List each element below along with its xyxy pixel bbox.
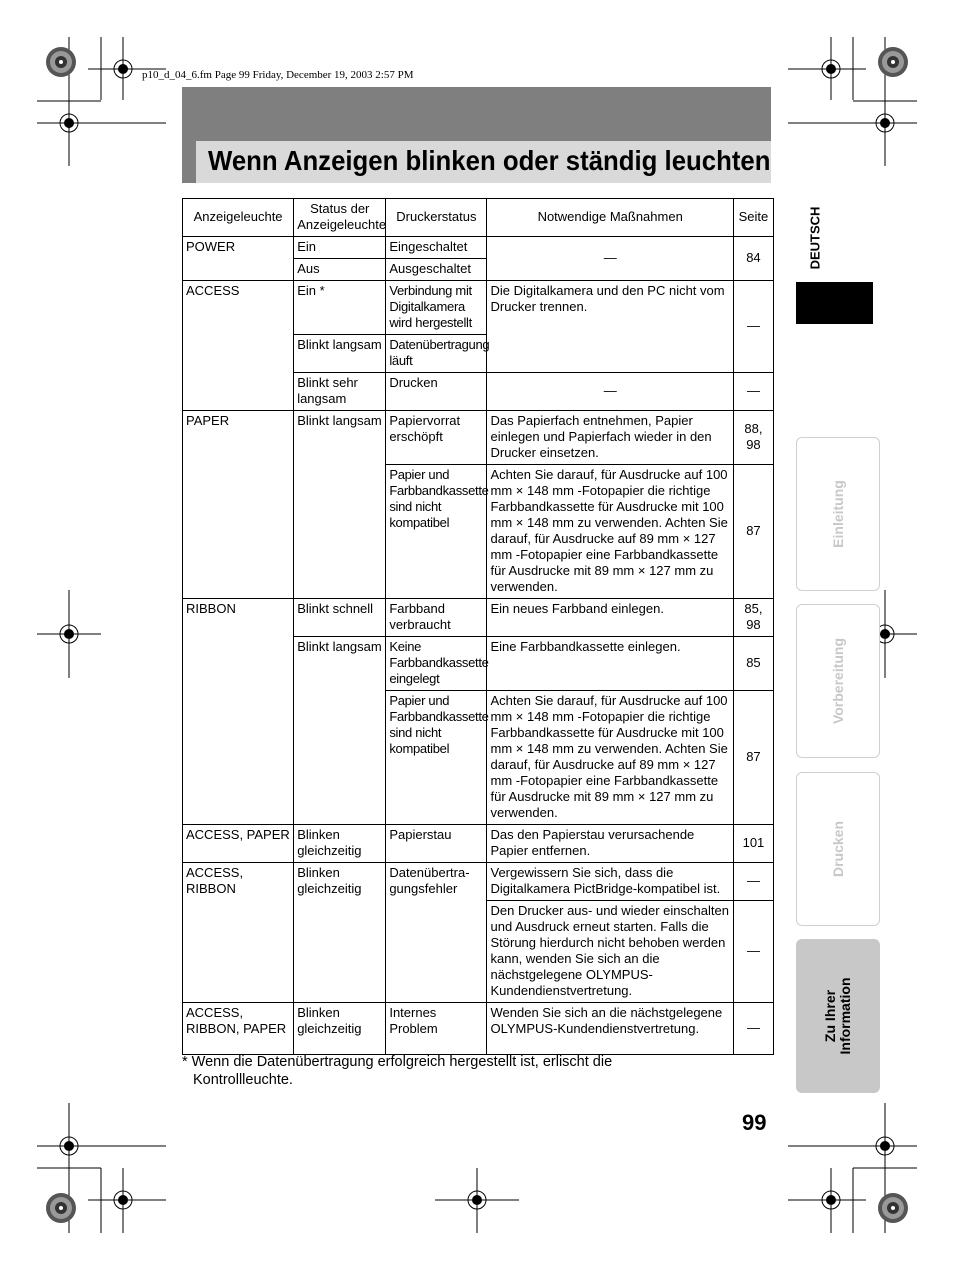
lamp-cell: POWER — [183, 237, 294, 281]
lamp-cell: RIBBON — [183, 599, 294, 825]
state-cell: Blinkt langsam — [294, 335, 386, 373]
page-number: 99 — [742, 1110, 767, 1135]
state-cell: Blinkt sehr langsam — [294, 373, 386, 411]
state-cell: Blinken gleichzeitig — [294, 1003, 386, 1055]
tab-vorbereitung[interactable] — [796, 604, 880, 758]
footnote-line: * Wenn die Datenübertragung erfolgreich hergestellt ist, erlischt die — [182, 1054, 613, 1070]
printer-status-cell: Eingeschaltet — [386, 237, 487, 259]
state-cell: Ein — [294, 237, 386, 259]
action-cell: Ein neues Farbband einlegen. — [487, 599, 733, 637]
column-header: Seite — [733, 199, 773, 237]
printer-status-cell: Internes Problem — [386, 1003, 487, 1055]
state-cell: Blinkt langsam — [294, 637, 386, 825]
page-cell: — — [733, 1003, 773, 1055]
tab-label: Zu Ihrer Information — [822, 977, 853, 1055]
page-title: Wenn Anzeigen blinken oder ständig leuchten — [208, 145, 771, 176]
status-table — [182, 198, 774, 1055]
page-cell: 85, 98 — [733, 599, 773, 637]
table-row — [183, 863, 774, 901]
printer-status-cell: Papier und Farbbandkassette sind nicht kompatibel — [386, 691, 487, 825]
lamp-cell: ACCESS — [183, 281, 294, 411]
table-row — [183, 411, 774, 465]
column-header: Status der Anzeigeleuchte — [294, 199, 386, 237]
language-label — [804, 198, 826, 278]
state-cell: Ein * — [294, 281, 386, 335]
lamp-cell: PAPER — [183, 411, 294, 599]
page-cell: 87 — [733, 465, 773, 599]
table-row — [183, 237, 774, 259]
footnote-line: Kontrollleuchte. — [193, 1072, 293, 1088]
page-cell: 84 — [733, 237, 773, 281]
action-cell: Eine Farbbandkassette einlegen. — [487, 637, 733, 691]
table-row — [183, 1003, 774, 1055]
page-cell: — — [733, 901, 773, 1003]
action-cell: Den Drucker aus- und wieder einschalten und Ausdruck erneut starten. Falls die Störung hierdurch nicht behoben werden kann, wenden Sie sich an die nächstgelegene OLYMPUS-Kundendienstvertretung. — [487, 901, 733, 1003]
lamp-cell: ACCESS, RIBBON, PAPER — [183, 1003, 294, 1055]
action-cell: Das Papierfach entnehmen, Papier einlegen und Papierfach wieder in den Drucker einsetzen. — [487, 411, 733, 465]
action-cell: Achten Sie darauf, für Ausdrucke auf 100 mm × 148 mm -Fotopapier die richtige Farbbandkassette für Ausdrucke mit 100 mm × 148 mm zu verwenden. Achten Sie darauf, für Ausdrucke auf 89 mm × 127 mm -Fotopapier eine Farbbandkassette für Ausdrucke mit 89 mm × 127 mm zu verwenden. — [487, 465, 733, 599]
printer-status-cell: Ausgeschaltet — [386, 259, 487, 281]
tab-einleitung[interactable] — [796, 437, 880, 591]
column-header: Druckerstatus — [386, 199, 487, 237]
tab-label: Drucken — [830, 820, 846, 878]
printer-status-cell: Papier und Farbbandkassette sind nicht kompatibel — [386, 465, 487, 599]
action-cell: Achten Sie darauf, für Ausdrucke auf 100 mm × 148 mm -Fotopapier die richtige Farbbandkassette für Ausdrucke mit 100 mm × 148 mm zu verwenden. Achten Sie darauf, für Ausdrucke auf 89 mm × 127 mm -Fotopapier eine Farbbandkassette für Ausdrucke mit 89 mm × 127 mm zu verwenden. — [487, 691, 733, 825]
printer-status-cell: Keine Farbbandkassette eingelegt — [386, 637, 487, 691]
state-cell: Blinkt schnell — [294, 599, 386, 637]
page-cell: — — [733, 863, 773, 901]
column-header: Anzeigeleuchte — [183, 199, 294, 237]
action-cell: — — [487, 237, 733, 281]
page-cell: 101 — [733, 825, 773, 863]
action-cell: — — [487, 373, 733, 411]
tab-zu-ihrer-information[interactable] — [796, 939, 880, 1093]
page-cell: 88, 98 — [733, 411, 773, 465]
lamp-cell: ACCESS, RIBBON — [183, 863, 294, 1003]
printer-status-cell: Papierstau — [386, 825, 487, 863]
table-row — [183, 599, 774, 637]
file-info: p10_d_04_6.fm Page 99 Friday, December 19, 2003 2:57 PM — [142, 69, 414, 81]
lamp-cell: ACCESS, PAPER — [183, 825, 294, 863]
state-cell: Aus — [294, 259, 386, 281]
state-cell: Blinkt langsam — [294, 411, 386, 599]
table-row — [183, 281, 774, 335]
table-row — [183, 825, 774, 863]
printer-status-cell: Papiervorrat erschöpft — [386, 411, 487, 465]
language-marker — [796, 282, 873, 324]
tab-label: Vorbereitung — [830, 637, 846, 725]
table-header-row — [183, 199, 774, 237]
printer-status-cell: Verbindung mit Digitalkamera wird hergestellt — [386, 281, 487, 335]
printer-status-cell: Datenübertragung läuft — [386, 335, 487, 373]
action-cell: Vergewissern Sie sich, dass die Digitalkamera PictBridge-kompatibel ist. — [487, 863, 733, 901]
action-cell: Das den Papierstau verursachende Papier entfernen. — [487, 825, 733, 863]
printer-status-cell: Farbband verbraucht — [386, 599, 487, 637]
printer-status-cell: Drucken — [386, 373, 487, 411]
printer-status-cell: Datenübertra-gungsfehler — [386, 863, 487, 1003]
column-header: Notwendige Maßnahmen — [487, 199, 733, 237]
action-cell: Wenden Sie sich an die nächstgelegene OLYMPUS-Kundendienstvertretung. — [487, 1003, 733, 1055]
footnote — [182, 1053, 612, 1089]
tab-drucken[interactable] — [796, 772, 880, 926]
tab-label: Einleitung — [830, 480, 846, 548]
action-cell: Die Digitalkamera und den PC nicht vom Drucker trennen. — [487, 281, 733, 373]
page-cell: 85 — [733, 637, 773, 691]
language-label-text: DEUTSCH — [807, 206, 823, 270]
state-cell: Blinken gleichzeitig — [294, 825, 386, 863]
page-cell: — — [733, 281, 773, 373]
page-cell: 87 — [733, 691, 773, 825]
page-cell: — — [733, 373, 773, 411]
state-cell: Blinken gleichzeitig — [294, 863, 386, 1003]
